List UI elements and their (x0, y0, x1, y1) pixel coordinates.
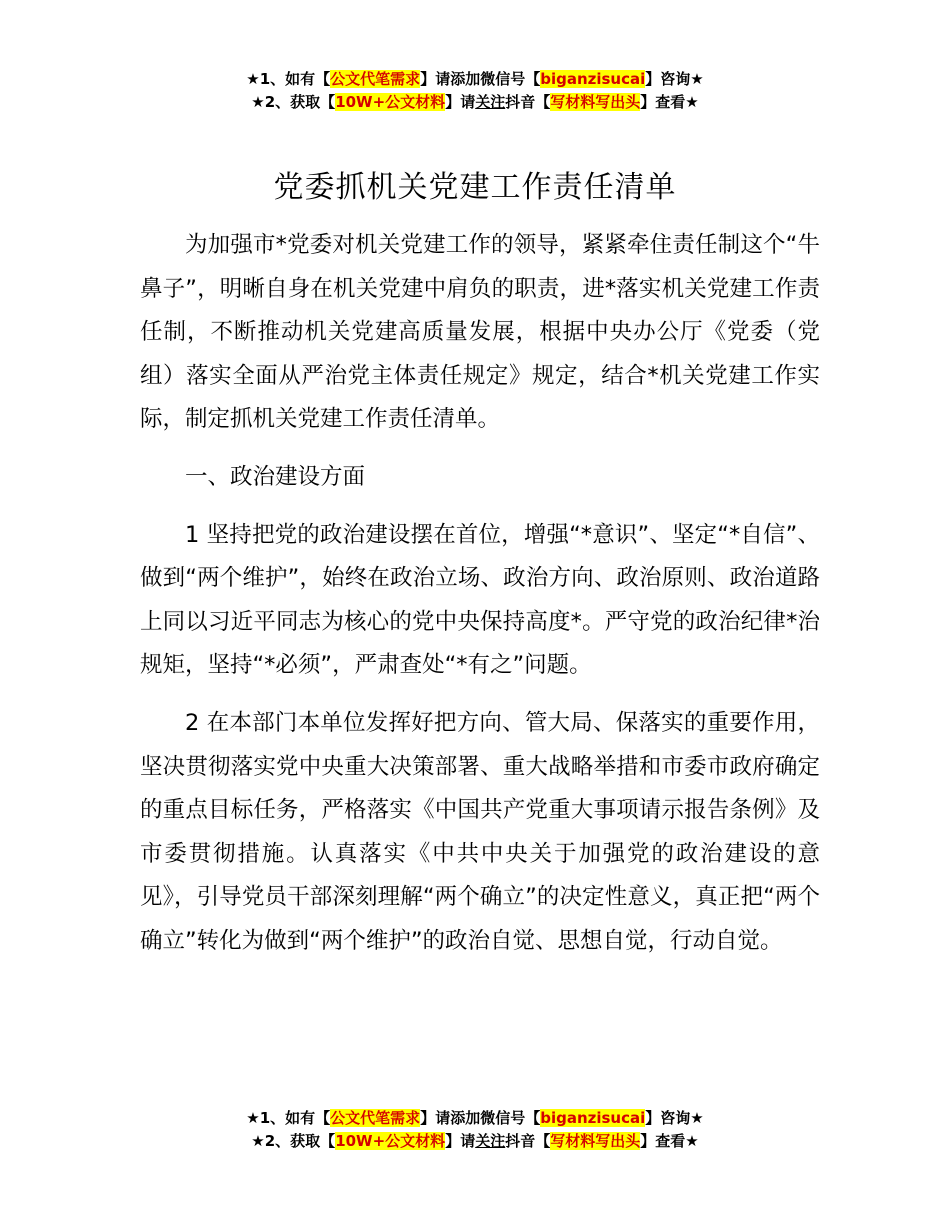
banner-highlight: 公文代笔需求 (330, 1109, 421, 1127)
banner-text: 抖音【 (505, 93, 551, 111)
document-body (140, 224, 820, 978)
banner-highlight: 10W+公文材料 (335, 93, 446, 111)
banner-text: 抖音【 (505, 1132, 551, 1150)
banner-text: 】查看★ (640, 93, 699, 111)
banner-text: ★2、获取【 (251, 93, 336, 111)
banner-text: 】请添加微信号【 (420, 70, 541, 88)
banner-highlight: 写材料写出头 (550, 1132, 641, 1150)
banner-text: 】咨询★ (645, 1109, 704, 1127)
banner-highlight: 写材料写出头 (550, 93, 641, 111)
intro-paragraph: 为加强市*党委对机关党建工作的领导，紧紧牵住责任制这个“牛鼻子”，明晰自身在机关党建中肩负的职责，进*落实机关党建工作责任制，不断推动机关党建高质量发展，根据中央办公厅《党委（党组）落实全面从严治党主体责任规定》规定，结合*机关党建工作实际，制定抓机关党建工作责任清单。 (140, 232, 820, 433)
banner-highlight: 公文代笔需求 (330, 70, 421, 88)
banner-underlined: 关注 (475, 1132, 506, 1150)
banner-text: ★1、如有【 (246, 70, 331, 88)
banner-underlined: 关注 (475, 93, 506, 111)
header-banner (0, 68, 950, 114)
section-heading: 一、政治建设方面 (185, 463, 366, 490)
banner-text: 】请添加微信号【 (420, 1109, 541, 1127)
banner-line-1 (0, 68, 950, 91)
banner-text: 】请 (445, 93, 476, 111)
banner-text: ★2、获取【 (251, 1132, 336, 1150)
banner-highlight: biganzisucai (540, 70, 646, 88)
item-paragraph-2: 2 在本部门本单位发挥好把方向、管大局、保落实的重要作用，坚决贯彻落实党中央重大决策部署、重大战略举措和市委市政府确定的重点目标任务，严格落实《中国共产党重大事项请示报告条例》及市委贯彻措施。认真落实《中共中央关于加强党的政治建设的意见》，引导党员干部深刻理解“两个确立”的决定性意义，真正把“两个确立”转化为做到“两个维护”的政治自觉、思想自觉，行动自觉。 (140, 709, 820, 954)
banner-highlight: biganzisucai (540, 1109, 646, 1127)
document-title: 党委抓机关党建工作责任清单 (273, 170, 677, 205)
item-paragraph-1: 1 坚持把党的政治建设摆在首位，增强“*意识”、坚定“*自信”、做到“两个维护”，始终在政治立场、政治方向、政治原则、政治道路上同以习近平同志为核心的党中央保持高度*。严守党的政治纪律*治规矩，坚持“*必须”，严肃查处“*有之”问题。 (140, 521, 820, 679)
footer-banner (0, 1107, 950, 1153)
banner-line-1 (0, 1107, 950, 1130)
banner-highlight: 10W+公文材料 (335, 1132, 446, 1150)
banner-text: ★1、如有【 (246, 1109, 331, 1127)
banner-text: 】查看★ (640, 1132, 699, 1150)
banner-text: 】请 (445, 1132, 476, 1150)
banner-line-2 (0, 1130, 950, 1153)
banner-text: 】咨询★ (645, 70, 704, 88)
banner-line-2 (0, 91, 950, 114)
